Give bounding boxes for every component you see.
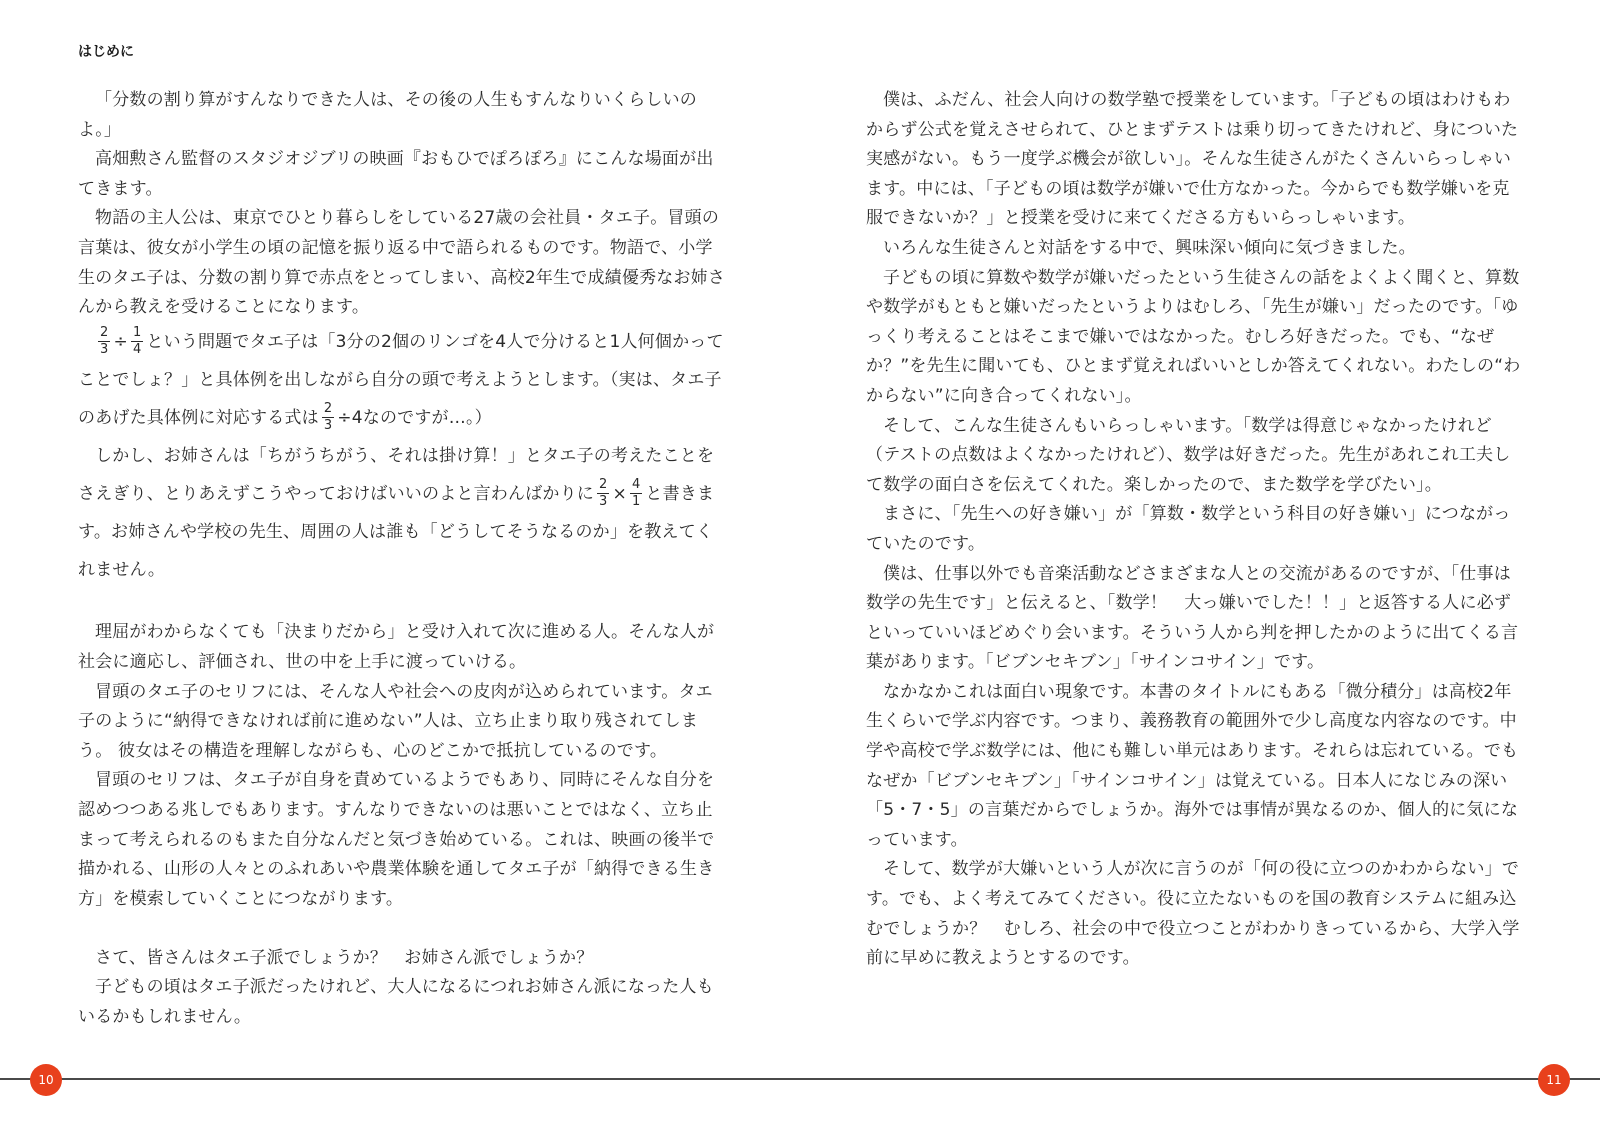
paragraph: なかなかこれは面白い現象です。本書のタイトルにもある「微分積分」は高校2年生くらいで学ぶ内容です。つまり、義務教育の範囲外で少し高度な内容なのです。中学や高校で学ぶ数学には、他にも難しい単元はあります。それらは忘れている。でもなぜか「ビブンセキブン」「サインコサイン」は覚えている。日本人になじみの深い「5・7・5」の言葉だからでしょうか。海外では事情が異なるのか、個人的に気になっています。	[866, 681, 1519, 850]
paragraph: 冒頭のタエ子のセリフには、そんな人や社会への皮肉が込められています。タエ子のように“納得できなければ前に進めない”人は、立ち止まり取り残されてしまう。 彼女はその構造を理解しながらも、心のどこかで抵抗しているのです。	[78, 681, 713, 761]
footer-rule	[0, 1078, 800, 1080]
fraction	[597, 478, 609, 509]
paragraph: 高畑勲さん監督のスタジオジブリの映画『おもひでぽろぽろ』にこんな場面が出てきます。	[78, 149, 714, 199]
times-sign: ×	[612, 483, 627, 504]
footer-rule	[800, 1078, 1600, 1080]
fraction-denominator: 3	[323, 418, 333, 434]
paragraph: 僕は、ふだん、社会人向けの数学塾で授業をしています。「子どもの頃はわけもわからず公式を覚えさせられて、ひとまずテストは乗り切ってきたけれど、身についた実感がない。もう一度学ぶ機会が欲しい」。そんな生徒さんがたくさんいらっしゃいます。中には、「子どもの頃は数学が嫌いで仕方なかった。今からでも数学嫌いを克服できないか？」と授業を受けに来てくださる方もいらっしゃいます。	[866, 90, 1519, 229]
paragraph: 理屈がわからなくても「決まりだから」と受け入れて次に進める人。そんな人が社会に適応し、評価され、世の中を上手に渡っていける。	[78, 622, 715, 672]
paragraph: 僕は、仕事以外でも音楽活動などさまざまな人との交流があるのですが、「仕事は数学の先生です」と伝えると、「数学！ 大っ嫌いでした！！」と返答する人に必ずといっていいほどめぐり会います。そういう人から判を押したかのように出てくる言葉があります。「ビブンセキブン」「サインコサイン」です。	[866, 563, 1519, 673]
division-sign: ÷	[113, 331, 128, 352]
page-number-badge: 10	[30, 1064, 62, 1096]
paragraph-text: という問題でタエ子は「3分の2個のリンゴを4人で分けると1人何個かってことでしょ？」と具体例を出しながら自分の頭で考えようとします。（実は、タエ子のあげた具体例に対応する式は	[78, 331, 724, 428]
fraction	[630, 478, 642, 509]
paragraph-text: と書きます。お姉さんや学校の先生、周囲の人は誰も「どうしてそうなるのか」を教えてくれません。	[78, 483, 715, 580]
paragraph-multiplication	[78, 437, 728, 589]
paragraph-gap	[78, 914, 728, 944]
paragraph: いろんな生徒さんと対話をする中で、興味深い傾向に気づきました。	[883, 237, 1416, 258]
paragraph: まさに、「先生への好き嫌い」が「算数・数学という科目の好き嫌い」につながっていたのです。	[866, 504, 1511, 554]
paragraph-text: しかし、お姉さんは「ちがうちがう、それは掛け算！」とタエ子の考えたことをさえぎり、とりあえずこうやっておけばいいのよと言わんばかりに	[78, 445, 715, 504]
fraction	[322, 402, 334, 433]
fraction-numerator: 2	[599, 477, 608, 493]
paragraph: そして、数学が大嫌いという人が次に言うのが「何の役に立つのかわからない」です。でも、よく考えてみてください。役に立たないものを国の教育システムに組み込むでしょうか？ むしろ、社会の中で役立つことがわかりきっているから、大学入学前に早めに教えようとするのです。	[866, 859, 1520, 969]
section-title: はじめに	[78, 44, 134, 60]
fraction-denominator: 3	[100, 342, 109, 358]
fraction-numerator: 2	[100, 325, 109, 341]
right-body-text	[866, 86, 1526, 974]
paragraph-text: ÷4なのですが…。）	[337, 407, 492, 428]
paragraph: 物語の主人公は、東京でひとり暮らしをしている27歳の会社員・タエ子。冒頭の言葉は、彼女が小学生の頃の記憶を振り返る中で語られるものです。物語で、小学生のタエ子は、分数の割り算で赤点をとってしまい、高校2年生で成績優秀なお姉さんから教えを受けることになります。	[78, 208, 726, 318]
left-body-text	[78, 86, 728, 1033]
fraction-denominator: 4	[132, 342, 142, 358]
paragraph: 子どもの頃はタエ子派だったけれど、大人になるにつれお姉さん派になった人もいるかもしれません。	[78, 977, 714, 1028]
fraction-denominator: 1	[631, 494, 641, 510]
fraction-numerator: 1	[132, 325, 142, 341]
paragraph-fraction-problem	[78, 323, 728, 437]
paragraph: さて、皆さんはタエ子派でしょうか？ お姉さん派でしょうか？	[95, 947, 594, 968]
fraction-numerator: 4	[631, 477, 641, 493]
paragraph: 子どもの頃に算数や数学が嫌いだったという生徒さんの話をよくよく聞くと、算数や数学がもともと嫌いだったというよりはむしろ、「先生が嫌い」だったのです。「ゆっくり考えることはそこまで嫌いではなかった。むしろ好きだった。でも、“なぜか？”を先生に聞いても、ひとまず覚えればいいとしか答えてくれない。わたしの“わからない”に向き合ってくれない」。	[866, 267, 1521, 406]
fraction	[131, 326, 143, 357]
fraction-denominator: 3	[599, 494, 608, 510]
paragraph: 「分数の割り算がすんなりできた人は、その後の人生もすんなりいくらしいのよ。」	[78, 90, 697, 140]
right-page	[800, 0, 1600, 1131]
paragraph-gap	[78, 589, 728, 619]
fraction	[98, 326, 110, 357]
paragraph: 冒頭のセリフは、タエ子が自身を責めているようでもあり、同時にそんな自分を認めつつある兆しでもあります。すんなりできないのは悪いことではなく、立ち止まって考えられるのもまた自分なんだと気づき始めている。これは、映画の後半で描かれる、山形の人々とのふれあいや農業体験を通してタエ子が「納得できる生き方」を模索していくことにつながります。	[78, 770, 715, 909]
page-number-badge: 11	[1538, 1064, 1570, 1096]
paragraph: そして、こんな生徒さんもいらっしゃいます。「数学は得意じゃなかったけれど（テストの点数はよくなかったけれど）、数学は好きだった。先生があれこれ工夫して数学の面白さを伝えてくれた。楽しかったので、また数学を学びたい」。	[866, 415, 1511, 495]
fraction-numerator: 2	[323, 401, 333, 417]
